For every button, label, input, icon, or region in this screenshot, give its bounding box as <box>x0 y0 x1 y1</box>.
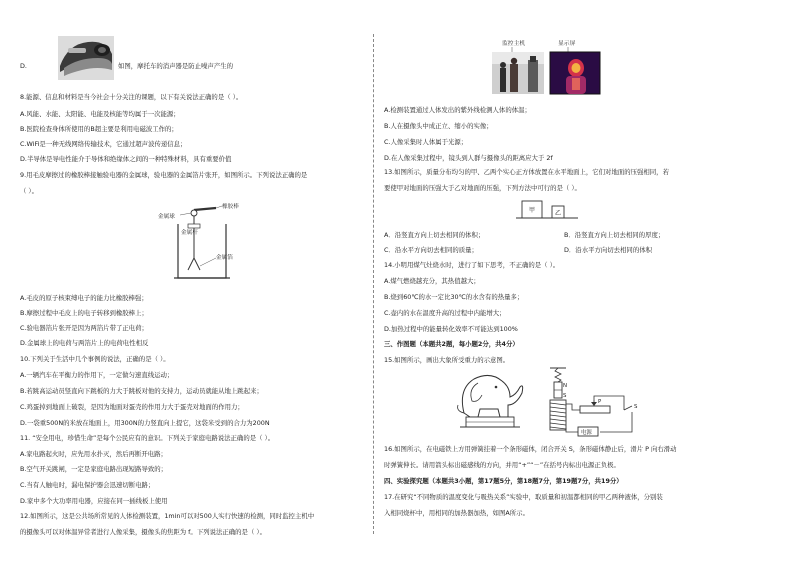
question-12-option-b: B.人在摄像头中成正立、缩小的实像； <box>384 122 493 130</box>
question-14-option-a: A.煤气燃烧越充分，其热值越大； <box>384 277 480 285</box>
question-8: 8.能源、信息和材料是当今社会十分关注的课题，以下有关说法正确的是（ ）。 <box>20 93 243 101</box>
question-16-line-2: 时弹簧伸长。请用箭头标出磁感线的方向，并用“+”“－”在括号内标出电源正负极。 <box>384 461 620 469</box>
question-10-option-b: B.若跳高运动员竖直向下跳板的力大于跳板对他的支持力，运动员就能从地上跳起来； <box>20 387 263 395</box>
label-switch-s: S <box>634 404 638 410</box>
right-column <box>384 0 774 562</box>
left-column <box>20 0 365 562</box>
electroscope-figure <box>158 202 258 284</box>
label-rubber-rod: 橡胶棒 <box>222 204 239 210</box>
q7-option-d-text: 如图，摩托车的消声器是防止噪声产生的 <box>118 62 234 70</box>
question-9-line-2: （ ）。 <box>20 187 39 195</box>
section-4-heading: 四、实验探究题（本题共3小题，第17题5分，第18题7分，第19题7分，共19分） <box>384 477 623 485</box>
question-11-option-c: C.当有人触电时，漏电保护器会迅速切断电路； <box>20 481 155 489</box>
column-divider <box>373 34 374 534</box>
label-display-screen: 显示屏 <box>558 41 576 47</box>
label-north: N <box>563 383 568 389</box>
question-14: 14.小明用煤气灶烧水时，进行了如下思考，不正确的是（ ）。 <box>384 261 560 269</box>
question-9-option-b: B.摩擦过程中毛皮上的电子转移到橡胶棒上； <box>20 309 148 317</box>
q7-option-d-label: D. <box>20 62 27 70</box>
question-11-option-d: D.家中多个大功率用电器，应接在同一插线板上使用 <box>20 497 168 505</box>
label-slider-p: P <box>598 399 602 405</box>
question-11-option-a: A.家电路起火时，应先用水扑灭，然后再断开电路； <box>20 450 167 458</box>
section-3-heading: 三、作图题（本题共2题，每小题2分，共4分） <box>384 340 519 348</box>
label-cube-yi: 乙 <box>555 210 562 217</box>
question-10: 10.下列关于生活中几个事例的说法，正确的是（ ）。 <box>20 355 170 363</box>
question-9-option-d: D.金属球上的电荷与两箔片上的电荷电性相反 <box>20 339 149 347</box>
thermal-detector-figure <box>492 38 602 96</box>
question-17-line-2: 入相同烧杯中，用相同的加热器加热，如图A所示。 <box>384 509 529 517</box>
question-13-option-d: D．沿水平方向切去相同的体积 <box>564 246 652 254</box>
question-11-option-b: B.空气开关跳闸，一定是家庭电路出现短路导致的； <box>20 465 168 473</box>
electromagnet-figure <box>540 364 644 438</box>
question-9-line-1: 9.用毛皮摩擦过的橡胶棒接触验电器的金属球，验电器的金属箔片张开，如图所示。下列说法正确的是 <box>20 171 308 179</box>
question-12-line-1: 12.如图所示，这是公共场所常见的人体检测装置，1min可以对500人实行快速的检测，同时监控主机中 <box>20 512 315 520</box>
question-14-option-c: C.壶内的水在温度升高的过程中内能增大； <box>384 309 506 317</box>
question-16-line-1: 16.如图所示，在电磁铁上方用弹簧挂着一个条形磁体，闭合开关 S，条形磁体静止后，滑片 P 向右滑动 <box>384 445 677 453</box>
label-metal-foil: 金属箔 <box>216 255 233 261</box>
label-cube-jia: 甲 <box>529 207 536 214</box>
question-17-line-1: 17.在研究“不同物质的温度变化与吸热关系”实验中，取质量和初温都相同的甲乙两种液体，分别装 <box>384 493 663 501</box>
question-9-option-a: A.毛皮的原子核束缚电子的能力比橡胶棒强； <box>20 294 148 302</box>
question-10-option-d: D.一袋重500N的米放在地面上，用300N的力竖直向上提它，这袋米受到的合力为200N <box>20 419 270 427</box>
question-13-line-1: 13.如图所示，质量分布均匀的甲、乙两个实心正方体放置在水平地面上，它们对地面的压强相同，若 <box>384 168 669 176</box>
label-power: 电源 <box>581 430 592 436</box>
cubes-figure <box>516 198 580 222</box>
motorcycle-muffler-photo <box>58 36 114 80</box>
question-15: 15.如图所示，画出大象所受重力的示意图。 <box>384 356 510 364</box>
question-12-line-2: 的摄像头可以对体温异常者进行人像采集，摄像头的焦距为 f。下列说法正确的是（ ）。 <box>20 528 266 536</box>
question-12-option-a: A.检测装置通过人体发出的紫外线检测人体的体温； <box>384 106 531 114</box>
label-south: S <box>563 393 567 399</box>
elephant-figure <box>450 365 526 435</box>
question-10-option-c: C.鸡蛋掉到地面上破裂，是因为地面对蛋壳的作用力大于蛋壳对地面的作用力； <box>20 403 244 411</box>
question-8-option-d: D.半导体是导电性能介于导体和绝缘体之间的一种特殊材料，具有重要价值 <box>20 155 232 163</box>
question-14-option-d: D.加热过程中的能量转化效率不可能达到100% <box>384 325 518 333</box>
question-12-option-d: D.在人像采集过程中，镜头到人群与摄像头的距离应大于 2f <box>384 154 553 162</box>
question-9-option-c: C.验电器箔片张开是因为两箔片带了正电荷； <box>20 324 148 332</box>
question-11: 11. “安全用电，珍惜生命”是每个公民应有的意识。下列关于家庭电路说法正确的是（ ）。 <box>20 434 275 442</box>
question-13-line-2: 要使甲对地面的压强大于乙对地面的压强，下列方法中可行的是（ ）。 <box>384 184 581 192</box>
question-8-option-b: B.医院检查身体所使用的B超主要是利用电磁波工作的； <box>20 125 178 133</box>
question-10-option-a: A.一辆汽车在平衡力的作用下，一定做匀速直线运动； <box>20 371 174 379</box>
question-12-option-c: C.人像采集时人体属于光源； <box>384 138 468 146</box>
question-13-option-c: C．沿水平方向切去相同的质量； <box>384 246 478 254</box>
question-8-option-a: A.风能、水能、太阳能、电能及核能等均属于一次能源； <box>20 110 180 118</box>
question-13-option-a: A．沿竖直方向上切去相同的体积； <box>384 231 485 239</box>
label-metal-stem: 金属杆 <box>181 230 198 236</box>
question-8-option-c: C.WiFi是一种无线网络传输技术，它通过超声波传递信息； <box>20 140 187 148</box>
label-monitor-host: 监控主机 <box>502 41 526 47</box>
label-metal-ball: 金属球 <box>158 214 175 220</box>
question-14-option-b: B.烧到60℃的水一定比30℃的水含有的热量多； <box>384 293 524 301</box>
question-13-option-b: B．沿竖直方向上切去相同的厚度； <box>564 231 665 239</box>
